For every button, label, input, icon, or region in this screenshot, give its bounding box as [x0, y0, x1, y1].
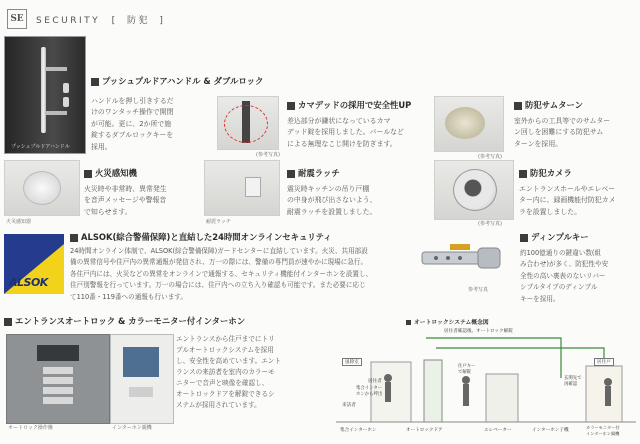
alsok-text: 24時間オンライン体制で、ALSOK(綜合警備保障)ガードセンターに直結しています。火災、共用部設 備の異常信号や住戸内の異常通報が発信され、万一の際には、警備の専門員が速やかに現場に急行。 各住戸内には、火災などの異常をオンラインで通報する、セキュリティ機能付インターホンを設置し、 住戸別警報を行っています。万一の場合には、住戸内への立ち入り確認も可能です。また必要に応じ て110番・119番への通報も行います。	[70, 247, 373, 301]
dimple-key-graphic	[420, 238, 512, 284]
diagram-title: オートロックシステム概念図	[406, 317, 489, 326]
deadbolt-title: カマデッドの採用で安全性UP	[287, 100, 411, 111]
monitor-caption: インターホン親機	[112, 425, 152, 431]
label-visitor: 来訪者	[342, 403, 356, 408]
label-wind-room: 風除室	[342, 358, 362, 366]
bottom-label-sub-unit: インターホン子機	[532, 428, 569, 433]
entrance-text: エントランスから住戸までにトリ プルオートロックシステムを採用 し、安全性を高めています。エント ランスの来訪者を室内のカラーモ ニターで音声と映像を確認し、 オートロックドアを解錠できるシ ステムが採用されています。	[176, 335, 281, 409]
label-collective: 集合インター ホンから呼出	[356, 386, 383, 397]
deadbolt-caption: (参考写真)	[256, 152, 280, 158]
monitor-screen	[123, 347, 159, 377]
autolock-panel-caption: オートロック操作盤	[8, 425, 53, 431]
bottom-label-main-unit: カラーモニター付 インターホン親機	[586, 425, 620, 436]
door-handle-bracket-top	[45, 67, 67, 71]
thumbturn-text: 室外からの工具等でのサムター ン回しを困難にする防犯サム ターンを採用。	[514, 117, 611, 148]
bottom-label-elevator: エレベーター	[484, 428, 512, 433]
thumbturn-photo	[434, 96, 504, 152]
camera-caption: (参考写真)	[478, 221, 502, 227]
dimple-key-photo	[420, 238, 512, 284]
dimple-caption: 参考写真	[468, 287, 489, 293]
monitor-buttons	[129, 387, 153, 397]
camera-text: エントランスホールやエレベー ター内に、録画機能付防犯カメ ラを設置しました。	[519, 185, 616, 216]
door-handle	[41, 47, 46, 133]
autolock-panel-screen	[37, 345, 79, 361]
deadbolt-highlight-circle	[224, 105, 268, 143]
title-en: SECURITY	[36, 16, 101, 26]
fire-sensor-caption: 火災感知器	[6, 219, 32, 225]
autolock-panel-photo	[6, 334, 110, 424]
label-home: 居住戸	[594, 358, 614, 366]
door-lock-bottom	[63, 97, 69, 107]
label-resident: 居住者	[368, 379, 382, 384]
latch-caption: 耐震ラッチ	[206, 219, 231, 225]
deadbolt-photo	[217, 96, 279, 150]
door-lock-top	[63, 83, 69, 93]
door-photo-caption: プッシュプルドアハンドル	[11, 144, 70, 150]
deadbolt-text: 差込部分が鎌状になっているカマ デッド錠を採用しました。バールなど による無理なこじ開けを防ぎます。	[287, 117, 404, 148]
dimple-title: ディンプルキー	[520, 232, 589, 243]
door-handle-bracket-bottom	[45, 111, 67, 115]
label-unlock-key: 住戸キー で解錠	[458, 364, 476, 375]
alsok-logo	[4, 234, 64, 294]
bracket-close: ]	[159, 16, 166, 26]
camera-title: 防犯カメラ	[519, 168, 572, 179]
thumbturn-caption: (参考写真)	[478, 154, 502, 160]
entrance-title: エントランスオートロック & カラーモニター付インターホン	[4, 316, 245, 327]
latch-title: 耐震ラッチ	[287, 168, 340, 179]
alsok-title: ALSOK(綜合警備保障)と直結した24時間オンラインセキュリティ	[70, 232, 332, 243]
door-photo	[4, 36, 86, 154]
latch-photo	[204, 160, 280, 216]
autolock-panel-keypad	[43, 367, 73, 407]
latch-text: 震災時キッチンの吊り戸棚 の中身が飛び出さないよう、 耐震ラッチを設置しました。	[287, 185, 377, 216]
monitor-photo	[110, 334, 174, 424]
camera-dome	[453, 169, 497, 211]
bottom-label-collective: 集合インターホン	[340, 428, 377, 433]
thumbturn-knob	[445, 107, 485, 139]
door-text: ハンドルを押し引きするだ けのワンタッチ操作で開閉 が可能。更に、2か所で施 錠するダブルロックキーを 採用。	[91, 97, 174, 151]
diagram-top-label: 居住者確認後、オートロック解錠	[444, 329, 513, 334]
bracket-open: [	[111, 16, 118, 26]
title-ja: 防犯	[126, 16, 150, 26]
bottom-label-door: オートロックドア	[406, 428, 443, 433]
fire-title: 火災感知機	[84, 168, 137, 179]
dimple-text: 約100億通りの鍵違い数(組 み合わせ)が多く、防犯性や安 全性の高い裏表のないリバー シブルタイプのディンプル キーを採用。	[520, 249, 609, 303]
autolock-diagram	[336, 326, 636, 440]
door-title: プッシュプルドアハンドル & ダブルロック	[91, 76, 263, 87]
thumbturn-title: 防犯サムターン	[514, 100, 583, 111]
fire-sensor-photo	[4, 160, 80, 216]
fire-text: 火災時や非常時、異常発生 を音声メッセージや警報音 で知らせます。	[84, 185, 167, 216]
section-title	[36, 13, 165, 26]
header-logo: SE	[7, 9, 27, 29]
label-front-door: 玄関先で 再確認	[564, 376, 582, 387]
camera-photo	[434, 160, 514, 220]
alsok-logo-text: ALSOK	[9, 276, 48, 289]
latch-part	[245, 177, 261, 197]
fire-sensor-disc	[23, 171, 61, 205]
